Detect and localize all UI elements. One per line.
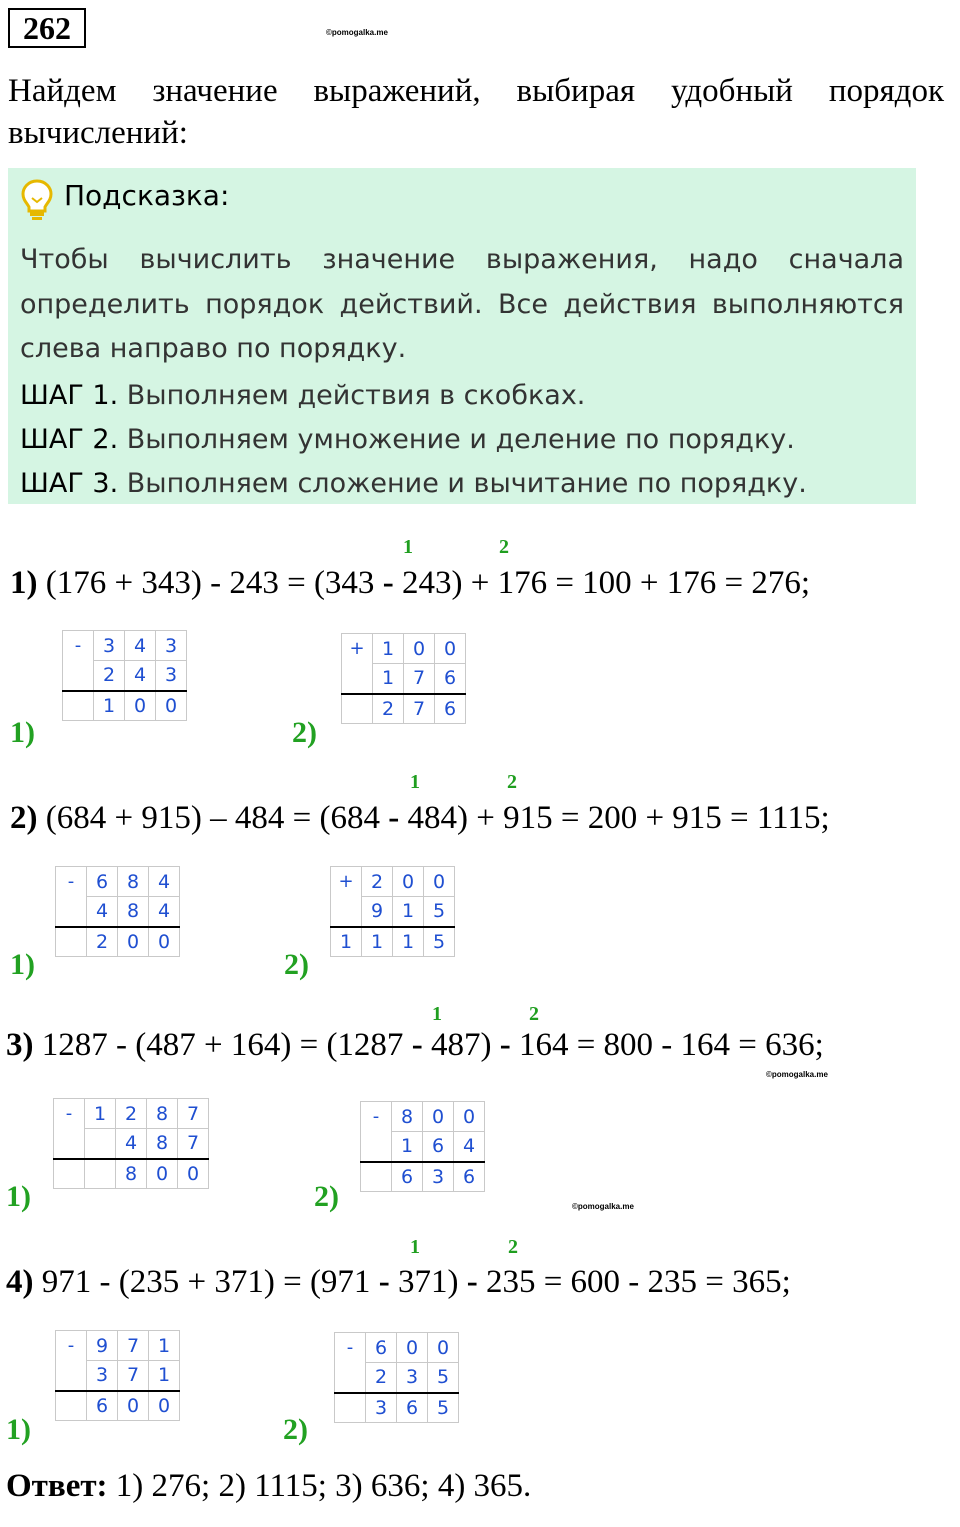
order-mark-1: 1 <box>403 536 413 558</box>
expr-part: 371) <box>389 1264 467 1300</box>
digit-cell <box>63 661 94 691</box>
digit-cell: 2 <box>94 661 125 691</box>
digit-cell: 2 <box>373 694 404 724</box>
column-calc <box>334 1332 459 1423</box>
expr-part: 164 = 800 - 164 = 636; <box>510 1027 824 1063</box>
digit-cell: 4 <box>116 1129 147 1159</box>
step-label: ШАГ 1. <box>20 380 119 411</box>
step-text: Выполняем умножение и деление по порядку. <box>118 424 795 455</box>
digit-cell: - <box>335 1333 366 1363</box>
operator: - <box>388 800 400 836</box>
digit-cell: 2 <box>116 1099 147 1129</box>
digit-cell: 1 <box>373 664 404 694</box>
digit-cell: 7 <box>118 1361 149 1391</box>
digit-cell: 3 <box>156 661 187 691</box>
column-calc <box>55 1330 180 1421</box>
hint-step-2 <box>20 418 795 462</box>
order-mark-2: 2 <box>508 1236 518 1258</box>
column-calc <box>330 866 455 957</box>
digit-cell: 4 <box>125 661 156 691</box>
hint-step-1 <box>20 374 585 418</box>
digit-cell: 8 <box>118 897 149 927</box>
digit-cell: 6 <box>87 867 118 897</box>
digit-cell <box>63 691 94 721</box>
step-label: 1) <box>6 1180 31 1213</box>
expr-part: (176 + 343) - 243 = (343 <box>37 565 383 601</box>
digit-cell: 2 <box>87 927 118 957</box>
digit-cell: 6 <box>435 664 466 694</box>
operator: - <box>411 1027 423 1063</box>
digit-cell: 8 <box>116 1159 147 1189</box>
digit-cell: 0 <box>454 1102 485 1132</box>
step-label: 2) <box>314 1180 339 1213</box>
digit-cell <box>335 1363 366 1393</box>
expr-part: 971 - (235 + 371) = (971 <box>33 1264 379 1300</box>
digit-cell: 1 <box>85 1099 116 1129</box>
digit-cell <box>335 1393 366 1423</box>
problem-number: 2) <box>10 800 38 836</box>
digit-cell: 3 <box>423 1162 454 1192</box>
digit-cell: 7 <box>178 1129 209 1159</box>
order-mark-2: 2 <box>507 771 517 793</box>
digit-cell: 1 <box>393 927 424 957</box>
hint-paragraph-text: Чтобы вычислить значение выражения, надо сначала определить порядок действий. Все действия выполняются слева направо по порядку. <box>20 244 904 364</box>
digit-cell: 0 <box>118 1391 149 1421</box>
column-calc <box>55 866 180 957</box>
expr-part: 915 = 200 + 915 = 1115; <box>494 800 830 836</box>
order-mark-1: 1 <box>432 1003 442 1025</box>
digit-cell <box>85 1159 116 1189</box>
step-label: 1) <box>10 948 35 981</box>
task-statement: Найдем значение выражений, выбирая удобный порядок вычислений: <box>8 73 944 151</box>
digit-cell: - <box>361 1102 392 1132</box>
step-label: ШАГ 3. <box>20 468 119 499</box>
operator: - <box>499 1027 511 1063</box>
digit-cell: 6 <box>423 1132 454 1162</box>
step-label: 2) <box>292 716 317 749</box>
digit-cell <box>56 897 87 927</box>
digit-cell: 1 <box>94 691 125 721</box>
digit-cell: 8 <box>118 867 149 897</box>
digit-cell: 3 <box>94 631 125 661</box>
expr-part: 235 = 600 - 235 = 365; <box>477 1264 791 1300</box>
expression-4 <box>6 1262 791 1302</box>
step-text: Выполняем сложение и вычитание по порядку. <box>118 468 807 499</box>
digit-cell: 8 <box>147 1099 178 1129</box>
digit-cell: 9 <box>87 1331 118 1361</box>
digit-cell <box>361 1162 392 1192</box>
digit-cell: - <box>56 867 87 897</box>
step-label: 1) <box>6 1413 31 1446</box>
digit-cell <box>85 1129 116 1159</box>
digit-cell: 1 <box>393 897 424 927</box>
problem-number: 4) <box>6 1264 34 1300</box>
operator: + <box>470 565 490 601</box>
expr-part: 1287 - (487 + 164) = (1287 <box>33 1027 412 1063</box>
digit-cell: 6 <box>454 1162 485 1192</box>
step-label: 2) <box>283 1413 308 1446</box>
digit-cell: 0 <box>423 1102 454 1132</box>
expr-part: 243) <box>393 565 471 601</box>
digit-cell: 0 <box>404 634 435 664</box>
problem-number: 3) <box>6 1027 34 1063</box>
expr-part: 176 = 100 + 176 = 276; <box>489 565 811 601</box>
digit-cell <box>361 1132 392 1162</box>
watermark: ©pomogalka.me <box>766 1070 828 1079</box>
digit-cell: 7 <box>404 664 435 694</box>
column-calc <box>53 1098 209 1189</box>
expression-3 <box>6 1025 824 1065</box>
digit-cell: 2 <box>362 867 393 897</box>
digit-cell: 0 <box>397 1333 428 1363</box>
watermark: ©pomogalka.me <box>572 1202 634 1211</box>
operator: - <box>466 1264 478 1300</box>
digit-cell <box>56 1361 87 1391</box>
operator: + <box>476 800 495 836</box>
digit-cell: 6 <box>366 1333 397 1363</box>
digit-cell: 4 <box>149 867 180 897</box>
digit-cell: 8 <box>392 1102 423 1132</box>
digit-cell: 9 <box>362 897 393 927</box>
digit-cell: 5 <box>424 897 455 927</box>
step-text: Выполняем действия в скобках. <box>118 380 586 411</box>
digit-cell: 0 <box>393 867 424 897</box>
step-label: ШАГ 2. <box>20 424 119 455</box>
digit-cell <box>56 927 87 957</box>
column-calc <box>360 1101 485 1192</box>
digit-cell: 7 <box>404 694 435 724</box>
digit-cell: 0 <box>424 867 455 897</box>
digit-cell <box>54 1159 85 1189</box>
digit-cell: - <box>54 1099 85 1129</box>
digit-cell: 1 <box>373 634 404 664</box>
step-label: 1) <box>10 716 35 749</box>
problem-number: 1) <box>10 565 38 601</box>
digit-cell: 0 <box>149 927 180 957</box>
hint-title: Подсказка: <box>64 179 230 212</box>
digit-cell: 6 <box>435 694 466 724</box>
digit-cell: 0 <box>435 634 466 664</box>
operator: - <box>378 1264 390 1300</box>
answer <box>6 1466 531 1506</box>
column-calc <box>62 630 187 721</box>
digit-cell: 7 <box>118 1331 149 1361</box>
order-mark-1: 1 <box>410 1236 420 1258</box>
digit-cell <box>342 664 373 694</box>
digit-cell: + <box>342 634 373 664</box>
digit-cell: 4 <box>87 897 118 927</box>
answer-label: Ответ: <box>6 1468 108 1504</box>
order-mark-1: 1 <box>410 771 420 793</box>
digit-cell: 4 <box>125 631 156 661</box>
digit-cell: 5 <box>428 1393 459 1423</box>
hint-step-3 <box>20 462 807 506</box>
digit-cell: 1 <box>362 927 393 957</box>
step-label: 2) <box>284 948 309 981</box>
answer-text: 1) 276; 2) 1115; 3) 636; 4) 365. <box>107 1468 532 1504</box>
digit-cell: 8 <box>147 1129 178 1159</box>
digit-cell: 7 <box>178 1099 209 1129</box>
digit-cell: 3 <box>156 631 187 661</box>
digit-cell <box>54 1129 85 1159</box>
expression-2 <box>10 798 830 838</box>
digit-cell: 3 <box>397 1363 428 1393</box>
digit-cell: 0 <box>149 1391 180 1421</box>
order-mark-2: 2 <box>529 1003 539 1025</box>
expr-part: 484) <box>399 800 477 836</box>
digit-cell: 0 <box>156 691 187 721</box>
digit-cell: 1 <box>331 927 362 957</box>
task-number: 262 <box>8 8 86 48</box>
digit-cell: - <box>56 1331 87 1361</box>
digit-cell: 6 <box>397 1393 428 1423</box>
watermark: ©pomogalka.me <box>326 28 388 37</box>
digit-cell <box>331 897 362 927</box>
digit-cell: 0 <box>147 1159 178 1189</box>
operator-cell: - <box>63 631 94 661</box>
digit-cell <box>56 1391 87 1421</box>
digit-cell: 5 <box>424 927 455 957</box>
digit-cell: 0 <box>428 1333 459 1363</box>
expr-part: 487) <box>422 1027 500 1063</box>
expr-part: (684 + 915) – 484 = (684 <box>37 800 389 836</box>
digit-cell: 6 <box>87 1391 118 1421</box>
digit-cell: 6 <box>392 1162 423 1192</box>
digit-cell: 1 <box>149 1331 180 1361</box>
digit-cell: 0 <box>125 691 156 721</box>
expression-1 <box>10 563 810 603</box>
operator: - <box>382 565 394 601</box>
digit-cell: 4 <box>454 1132 485 1162</box>
column-calc <box>341 633 466 724</box>
digit-cell: 1 <box>149 1361 180 1391</box>
order-mark-2: 2 <box>499 536 509 558</box>
digit-cell <box>342 694 373 724</box>
digit-cell: 3 <box>366 1393 397 1423</box>
digit-cell: 5 <box>428 1363 459 1393</box>
digit-cell: 2 <box>366 1363 397 1393</box>
digit-cell: 1 <box>392 1132 423 1162</box>
digit-cell: + <box>331 867 362 897</box>
digit-cell: 0 <box>118 927 149 957</box>
lightbulb-icon <box>20 178 54 222</box>
digit-cell: 4 <box>149 897 180 927</box>
digit-cell: 3 <box>87 1361 118 1391</box>
digit-cell: 0 <box>178 1159 209 1189</box>
